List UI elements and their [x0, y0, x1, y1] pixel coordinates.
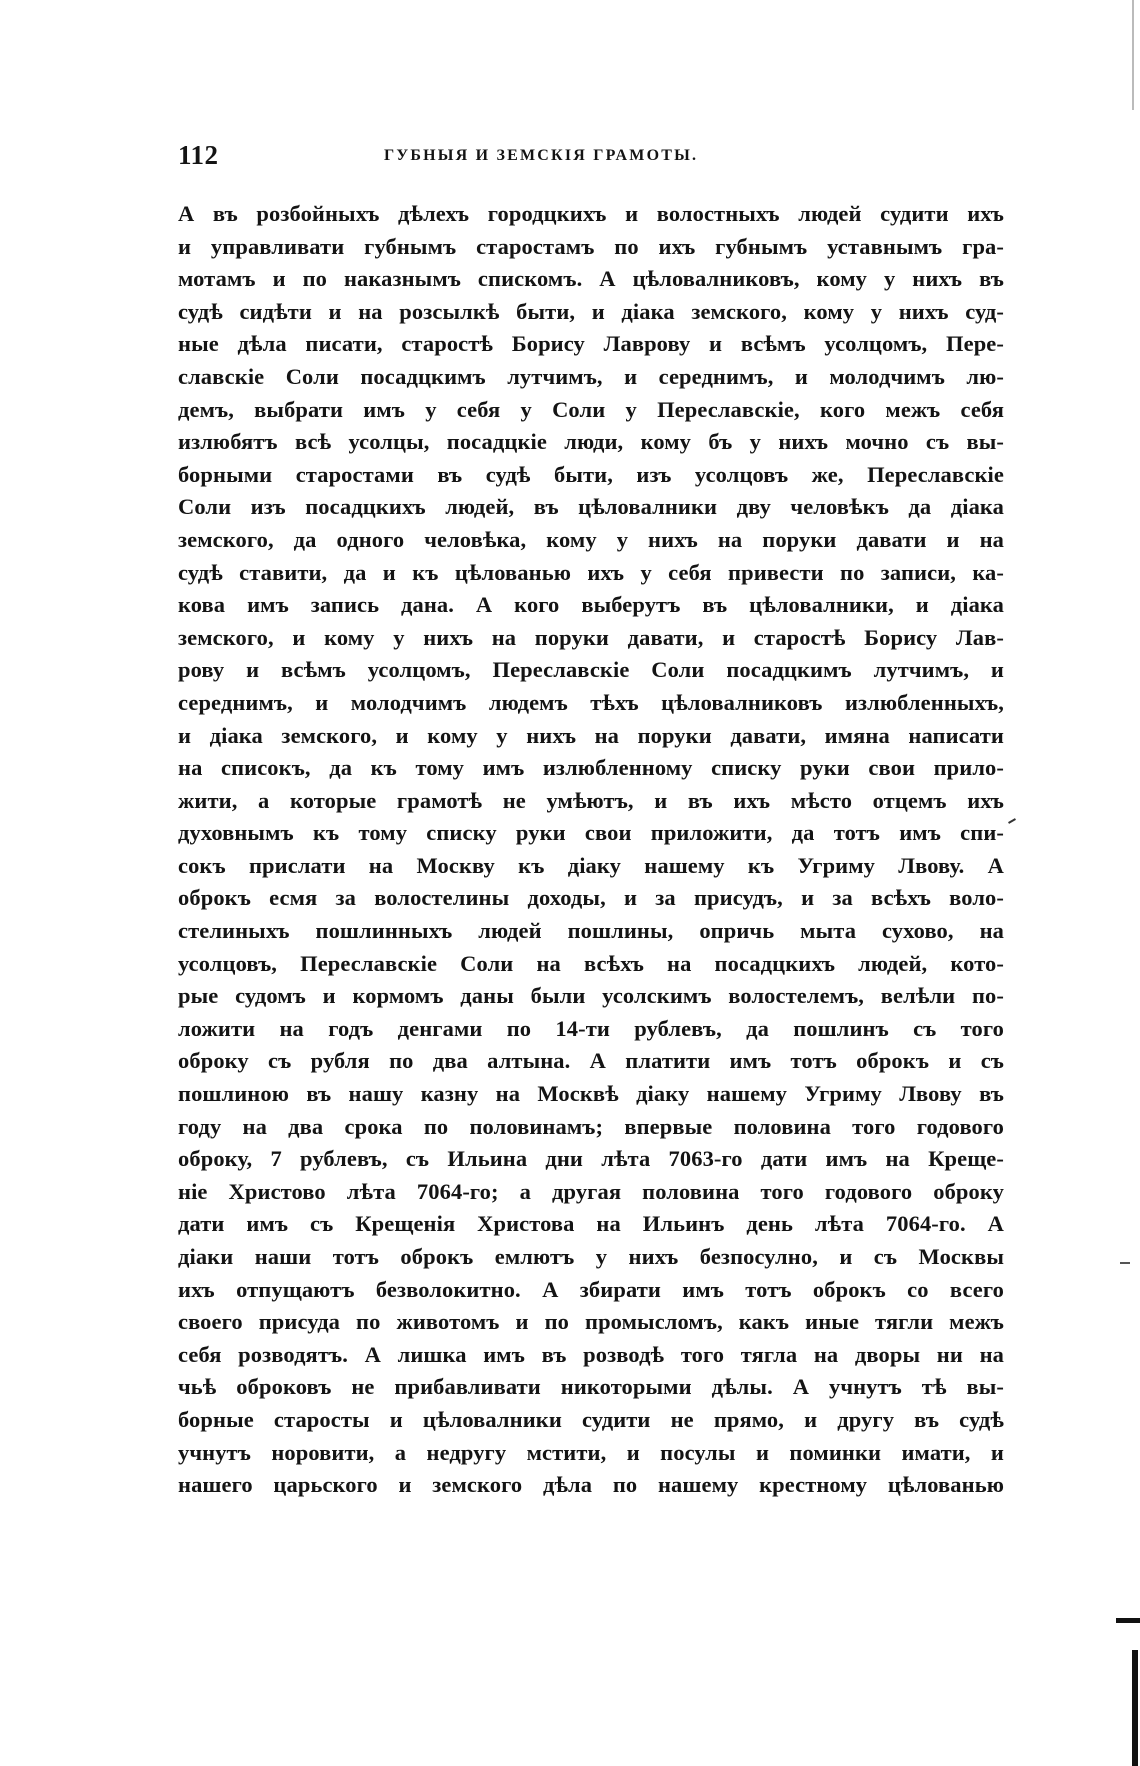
text-line: году на два срока по половинамъ; впервые половина того годового [178, 1113, 1004, 1139]
scan-edge-mark [1120, 1262, 1130, 1264]
text-line: ложити на годъ денгами по 14-ти рублевъ, да пошлинъ съ того [178, 1015, 1004, 1041]
text-line: излюбятъ всѣ усолцы, посадцкіе люди, кому бъ у нихъ мочно съ вы- [178, 429, 1004, 455]
text-line: и управливати губнымъ старостамъ по ихъ губнымъ уставнымъ гра- [178, 233, 1004, 259]
text-line: ихъ отпущаютъ безволокитно. А збирати имъ тотъ оброкъ со всего [178, 1276, 1004, 1302]
text-line: стелиныхъ пошлинныхъ людей пошлины, опричь мыта сухово, на [178, 918, 1004, 944]
text-line: земского, да одного человѣка, кому у нихъ на поруки давати и на [178, 526, 1004, 552]
text-line: усолцовъ, Переславскіе Соли на всѣхъ на посадцкихъ людей, кото- [178, 950, 1004, 976]
page-header [178, 140, 1004, 176]
text-line: кова имъ запись дана. А кого выберутъ въ цѣловалники, и діака [178, 592, 1004, 618]
scan-edge-line [1132, 0, 1134, 110]
text-line: А въ розбойныхъ дѣлехъ городцкихъ и волостныхъ людей судити ихъ [178, 201, 1004, 226]
text-line: оброку, 7 рублевъ, съ Ильина дни лѣта 7063-го дати имъ на Крещe- [178, 1146, 1004, 1172]
text-line: дати имъ съ Крещенія Христова на Ильинъ день лѣта 7064-го. А [178, 1211, 1004, 1237]
running-title: ГУБНЫЯ И ЗЕМСКІЯ ГРАМОТЫ. [384, 147, 699, 164]
text-line: своего присуда по животомъ и по промысломъ, какъ иные тягли межъ [178, 1309, 1004, 1335]
scan-edge-line [1132, 1650, 1138, 1766]
text-line: борными старостами въ судѣ быти, изъ усолцовъ же, Переславскіе [178, 461, 1004, 487]
text-line: судѣ ставити, да и къ цѣлованью ихъ у себя привести по записи, ка- [178, 559, 1004, 585]
text-line: пошлиною въ нашу казну на Москвѣ діаку нашему Угриму Лвову въ [178, 1081, 1004, 1107]
text-line: на списокъ, да къ тому имъ излюбленному списку руки свои прило- [178, 755, 1004, 781]
text-line: судѣ сидѣти и на розсылкѣ быти, и діака земского, кому у нихъ суд- [178, 298, 1004, 324]
text-line: діаки наши тотъ оброкъ емлютъ у нихъ безпосулно, и съ Москвы [178, 1244, 1004, 1269]
text-line: оброку съ рубля по два алтына. А платити имъ тотъ оброкъ и съ [178, 1048, 1004, 1074]
text-line: и діака земского, и кому у нихъ на поруки давати, имяна написати [178, 722, 1004, 748]
text-line: славскіе Соли посадцкимъ лутчимъ, и середнимъ, и молодчимъ лю- [178, 363, 1004, 389]
text-line: сокъ прислати на Москву къ діаку нашему къ Угриму Лвову. А [178, 852, 1004, 878]
scan-mark [1008, 818, 1016, 824]
text-line: ные дѣла писати, старостѣ Борису Лаврову и всѣмъ усолцомъ, Пере- [178, 331, 1004, 357]
text-line: ніе Христово лѣта 7064-го; а другая половина того годового оброку [178, 1178, 1004, 1204]
text-line: жити, а которые грамотѣ не умѣютъ, и въ ихъ мѣсто отцемъ ихъ [178, 787, 1004, 813]
scan-edge-mark [1116, 1618, 1140, 1623]
text-line: мотамъ и по наказнымъ спискомъ. А цѣловалниковъ, кому у нихъ въ [178, 266, 1004, 292]
text-line: рову и всѣмъ усолцомъ, Переславскіе Соли посадцкимъ лутчимъ, и [178, 657, 1004, 683]
text-line: оброкъ есмя за волостелины доходы, и за присудъ, и за всѣхъ воло- [178, 885, 1004, 911]
text-line: середнимъ, и молодчимъ людемъ тѣхъ цѣловалниковъ излюбленныхъ, [178, 689, 1004, 715]
text-line: учнутъ норовити, а недругу мстити, и посулы и поминки имати, и [178, 1439, 1004, 1465]
body-text [178, 198, 1004, 1502]
text-line: чьѣ оброковъ не прибавливати никоторыми дѣлы. А учнутъ тѣ вы- [178, 1374, 1004, 1400]
page-number: 112 [178, 140, 219, 170]
text-line: нашего царьского и земского дѣла по нашему крестному цѣлованью [178, 1472, 1004, 1498]
text-line: рые судомъ и кормомъ даны были усолскимъ волостелемъ, велѣли по- [178, 983, 1004, 1009]
text-line: себя розводятъ. А лишка имъ въ розводѣ того тягла на дворы ни на [178, 1341, 1004, 1367]
text-line: демъ, выбрати имъ у себя у Соли у Переславскіе, кого межъ себя [178, 396, 1004, 422]
text-line: борные старосты и цѣловалники судити не прямо, и другу въ судѣ [178, 1406, 1004, 1432]
text-line: духовнымъ къ тому списку руки свои приложити, да тотъ имъ спи- [178, 820, 1004, 846]
text-line: Соли изъ посадцкихъ людей, въ цѣловалники дву человѣкъ да діака [178, 494, 1004, 520]
text-line: земского, и кому у нихъ на поруки давати, и старостѣ Борису Лав- [178, 624, 1004, 650]
